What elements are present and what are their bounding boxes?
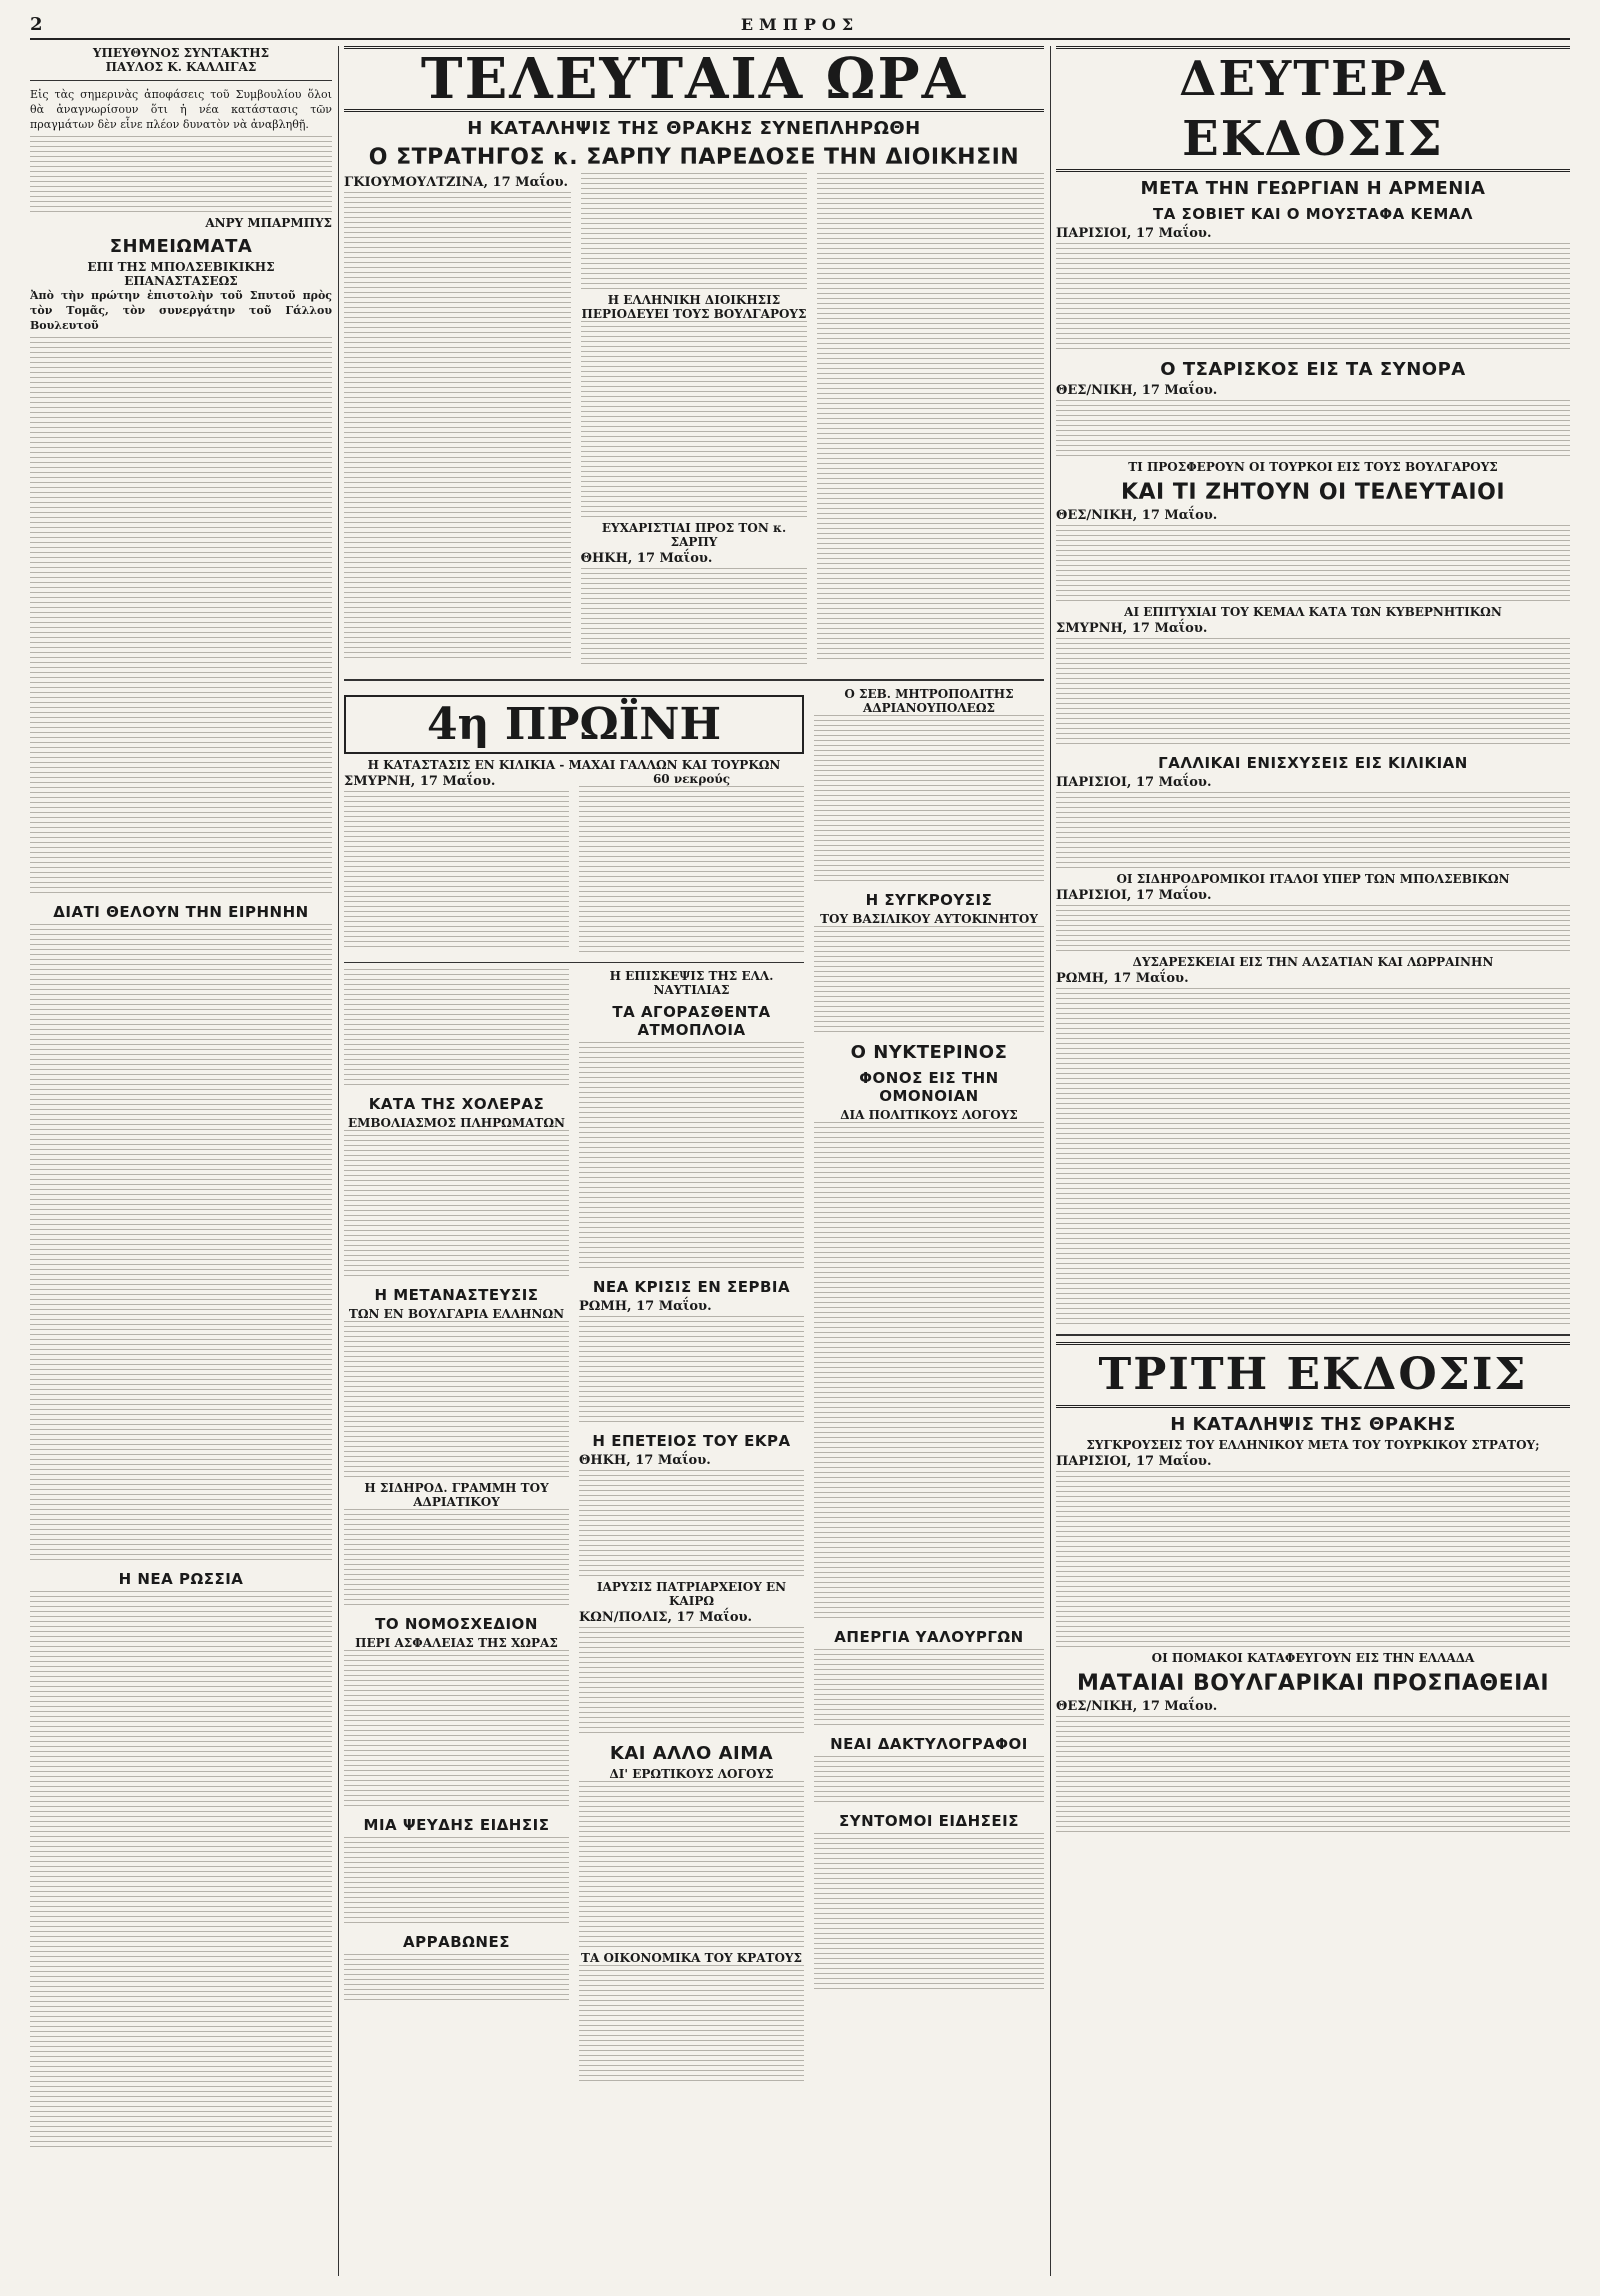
figure: 60 νεκρούς (652, 772, 731, 786)
section-title: Ο ΝΥΚΤΕΡΙΝΟΣ (850, 1042, 1008, 1063)
column-left (30, 46, 332, 2276)
section-title: ΦΟΝΟΣ ΕΙΣ ΤΗΝ ΟΜΟΝΟΙΑΝ (859, 1069, 999, 1105)
section-title: Η ΕΠΕΤΕΙΟΣ ΤΟΥ ΕΚΡΑ (592, 1432, 791, 1450)
section-lead: Ἀπὸ τὴν πρώτην ἐπιστολὴν τοῦ Σπυτοῦ πρὸς τὸν Τομᾶς, τὸν συνεργάτην τοῦ Γάλλου Βουλευτοῦ (30, 289, 332, 332)
dateline: ΠΑΡΙΣΙΟΙ, 17 Μαΐου. (1056, 775, 1212, 790)
section-subtitle: ΤΑ ΑΓΟΡΑΣΘΕΝΤΑ ΑΤΜΟΠΛΟΙΑ (612, 1003, 771, 1039)
section-title: ΚΑΙ ΤΙ ΖΗΤΟΥΝ ΟΙ ΤΕΛΕΥΤΑΙΟΙ (1120, 480, 1506, 505)
banner-proini: 4η ΠΡΩΪΝΗ (344, 695, 804, 754)
section-subtitle: ΤΩΝ ΕΝ ΒΟΥΛΓΑΡΙΑ ΕΛΛΗΝΩΝ (348, 1307, 565, 1321)
section-title: Η ΜΕΤΑΝΑΣΤΕΥΣΙΣ (374, 1286, 539, 1304)
headline: ΣΥΓΚΡΟΥΣΕΙΣ ΤΟΥ ΕΛΛΗΝΙΚΟΥ ΜΕΤΑ ΤΟΥ ΤΟΥΡΚΙΚΟΥ ΣΤΡΑΤΟΥ; (1086, 1438, 1540, 1452)
section-title: Η ΕΠΙΣΚΕΨΙΣ ΤΗΣ ΕΛΛ. ΝΑΥΤΙΛΙΑΣ (609, 969, 774, 997)
dateline: ΣΜΥΡΝΗ, 17 Μαΐου. (344, 774, 496, 789)
dateline: ΚΩΝ/ΠΟΛΙΣ, 17 Μαΐου. (579, 1610, 753, 1625)
masthead: ΕΜΠΡΟΣ (740, 14, 860, 34)
dateline: ΠΑΡΙΣΙΟΙ, 17 Μαΐου. (1056, 226, 1212, 241)
column-rule (1050, 46, 1051, 2276)
dateline: ΘΗΚΗ, 17 Μαΐου. (580, 551, 713, 566)
section-subtitle: ΕΜΒΟΛΙΑΣΜΟΣ ΠΛΗΡΩΜΑΤΩΝ (347, 1116, 565, 1130)
section-title: Η ΣΥΓΚΡΟΥΣΙΣ (865, 891, 993, 909)
dateline: ΡΩΜΗ, 17 Μαΐου. (1056, 971, 1189, 986)
section-title: ΣΗΜΕΙΩΜΑΤΑ (109, 236, 253, 257)
banner-deutera: ΔΕΥΤΕΡΑ ΕΚΔΟΣΙΣ (1056, 46, 1570, 172)
section-title: ΔΥΣΑΡΕΣΚΕΙΑΙ ΕΙΣ ΤΗΝ ΑΛΣΑΤΙΑΝ ΚΑΙ ΛΩΡΡΑΙΝΗΝ (1132, 955, 1494, 969)
dateline: ΘΕΣ/ΝΙΚΗ, 17 Μαΐου. (1056, 508, 1218, 523)
dateline: ΠΑΡΙΣΙΟΙ, 17 Μαΐου. (1056, 1454, 1212, 1469)
column-middle (344, 46, 1044, 2276)
section-title: Η ΣΙΔΗΡΟΔ. ΓΡΑΜΜΗ ΤΟΥ ΑΔΡΙΑΤΙΚΟΥ (364, 1481, 549, 1509)
section-title: ΚΑΙ ΑΛΛΟ ΑΙΜΑ (609, 1743, 774, 1764)
dateline: ΠΑΡΙΣΙΟΙ, 17 Μαΐου. (1056, 888, 1212, 903)
banner-teleutaia: ΤΕΛΕΥΤΑΙΑ ΩΡΑ (344, 46, 1044, 112)
section-subtitle: ΕΠΙ ΤΗΣ ΜΠΟΛΣΕΒΙΚΙΚΗΣ ΕΠΑΝΑΣΤΑΣΕΩΣ (87, 260, 275, 288)
page-header (30, 10, 1570, 40)
section-title: ΙΑΡΥΣΙΣ ΠΑΤΡΙΑΡΧΕΙΟΥ ΕΝ ΚΑΙΡΩ (596, 1580, 787, 1608)
section-title: ΣΥΝΤΟΜΟΙ ΕΙΔΗΣΕΙΣ (839, 1812, 1019, 1830)
column-rule (338, 46, 339, 2276)
section-title: ΤΙ ΠΡΟΣΦΕΡΟΥΝ ΟΙ ΤΟΥΡΚΟΙ ΕΙΣ ΤΟΥΣ ΒΟΥΛΓΑΡΟΥΣ (1128, 460, 1498, 474)
dateline: ΘΕΣ/ΝΙΚΗ, 17 Μαΐου. (1056, 1699, 1218, 1714)
headline: Η ΚΑΤΑΣΤΑΣΙΣ ΕΝ ΚΙΛΙΚΙΑ - ΜΑΧΑΙ ΓΑΛΛΩΝ ΚΑΙ ΤΟΥΡΚΩΝ (367, 758, 781, 772)
subhead: ΕΥΧΑΡΙΣΤΙΑΙ ΠΡΟΣ ΤΟΝ κ. ΣΑΡΠΥ (601, 521, 787, 549)
subhead: ΜΕΤΑ ΤΗΝ ΓΕΩΡΓΙΑΝ Η ΑΡΜΕΝΙΑ (1140, 178, 1486, 199)
section-title: ΝΕΑΙ ΔΑΚΤΥΛΟΓΡΑΦΟΙ (830, 1735, 1028, 1753)
section-title: ΓΑΛΛΙΚΑΙ ΕΝΙΣΧΥΣΕΙΣ ΕΙΣ ΚΙΛΙΚΙΑΝ (1158, 754, 1468, 772)
section-title: ΜΙΑ ΨΕΥΔΗΣ ΕΙΔΗΣΙΣ (363, 1816, 550, 1834)
subhead: Η ΕΛΛΗΝΙΚΗ ΔΙΟΙΚΗΣΙΣ ΠΕΡΙΟΔΕΥΕΙ ΤΟΥΣ ΒΟΥΛΓΑΡΟΥΣ (581, 293, 807, 321)
section-title: ΝΕΑ ΚΡΙΣΙΣ ΕΝ ΣΕΡΒΙΑ (592, 1278, 791, 1296)
dateline: ΘΕΣ/ΝΙΚΗ, 17 Μαΐου. (1056, 383, 1218, 398)
section-title: ΑΡΡΑΒΩΝΕΣ (403, 1933, 510, 1951)
section-title: ΔΙΑΤΙ ΘΕΛΟΥΝ ΤΗΝ ΕΙΡΗΝΗΝ (53, 903, 309, 921)
intro-text: Εἰς τὰς σημερινὰς ἀποφάσεις τοῦ Συμβουλίου ὅλοι θὰ ἀναγνωρίσουν ὅτι ἡ νέα κατάστασις τῶν πραγμάτων δὲν εἶνε πλέον δυνατὸν νὰ ἀναβληθῇ. (30, 88, 332, 131)
section-title: ΑΙ ΕΠΙΤΥΧΙΑΙ ΤΟΥ ΚΕΜΑΛ ΚΑΤΑ ΤΩΝ ΚΥΒΕΡΝΗΤΙΚΩΝ (1124, 605, 1502, 619)
dateline: ΡΩΜΗ, 17 Μαΐου. (579, 1299, 712, 1314)
section-subtitle: ΠΕΡΙ ΑΣΦΑΛΕΙΑΣ ΤΗΣ ΧΩΡΑΣ (355, 1636, 558, 1650)
section-title: ΟΙ ΣΙΔΗΡΟΔΡΟΜΙΚΟΙ ΙΤΑΛΟΙ ΥΠΕΡ ΤΩΝ ΜΠΟΛΣΕΒΙΚΩΝ (1116, 872, 1510, 886)
subhead: Η ΚΑΤΑΛΗΨΙΣ ΤΗΣ ΘΡΑΚΗΣ (1170, 1414, 1456, 1435)
dateline: ΓΚΙΟΥΜΟΥΛΤΖΙΝΑ, 17 Μαΐου. (344, 175, 569, 190)
section-subtitle: ΔΙΑ ΠΟΛΙΤΙΚΟΥΣ ΛΟΓΟΥΣ (840, 1108, 1018, 1122)
section-title: ΟΙ ΠΟΜΑΚΟΙ ΚΑΤΑΦΕΥΓΟΥΝ ΕΙΣ ΤΗΝ ΕΛΛΑΔΑ (1151, 1651, 1475, 1665)
section-title: ΤΑ ΟΙΚΟΝΟΜΙΚΑ ΤΟΥ ΚΡΑΤΟΥΣ (581, 1951, 802, 1965)
headline: Ο ΣΤΡΑΤΗΓΟΣ κ. ΣΑΡΠΥ ΠΑΡΕΔΟΣΕ ΤΗΝ ΔΙΟΙΚΗΣΙΝ (368, 145, 1020, 170)
section-title: ΜΑΤΑΙΑΙ ΒΟΥΛΓΑΡΙΚΑΙ ΠΡΟΣΠΑΘΕΙΑΙ (1076, 1671, 1550, 1696)
dateline: ΣΜΥΡΝΗ, 17 Μαΐου. (1056, 621, 1208, 636)
section-subtitle: ΔΙ' ΕΡΩΤΙΚΟΥΣ ΛΟΓΟΥΣ (609, 1767, 774, 1781)
column-right (1056, 46, 1570, 2276)
headline: ΤΑ ΣΟΒΙΕΤ ΚΑΙ Ο ΜΟΥΣΤΑΦΑ ΚΕΜΑΛ (1152, 205, 1473, 223)
section-title: Η ΝΕΑ ΡΩΣΣΙΑ (118, 1570, 244, 1588)
section-title: Ο ΣΕΒ. ΜΗΤΡΟΠΟΛΙΤΗΣ ΑΔΡΙΑΝΟΥΠΟΛΕΩΣ (844, 687, 1014, 715)
section-title: ΚΑΤΑ ΤΗΣ ΧΟΛΕΡΑΣ (368, 1095, 545, 1113)
banner-trite: ΤΡΙΤΗ ΕΚΔΟΣΙΣ (1056, 1342, 1570, 1408)
subhead: Η ΚΑΤΑΛΗΨΙΣ ΤΗΣ ΘΡΑΚΗΣ ΣΥΝΕΠΛΗΡΩΘΗ (467, 118, 921, 139)
dateline: ΘΗΚΗ, 17 Μαΐου. (579, 1453, 711, 1468)
section-title: ΤΟ ΝΟΜΟΣΧΕΔΙΟΝ (375, 1615, 538, 1633)
editor-label: ΥΠΕΥΘΥΝΟΣ ΣΥΝΤΑΚΤΗΣ (92, 46, 270, 60)
editor-name: ΠΑΥΛΟΣ Κ. ΚΑΛΛΙΓΑΣ (105, 60, 257, 74)
section-title: Ο ΤΣΑΡΙΣΚΟΣ ΕΙΣ ΤΑ ΣΥΝΟΡΑ (1160, 359, 1466, 380)
section-title: ΑΠΕΡΓΙΑ ΥΑΛΟΥΡΓΩΝ (834, 1628, 1024, 1646)
page-number: 2 (30, 13, 43, 35)
section-subtitle: ΤΟΥ ΒΑΣΙΛΙΚΟΥ ΑΥΤΟΚΙΝΗΤΟΥ (820, 912, 1038, 926)
signature: ΑΝΡΥ ΜΠΑΡΜΠΥΣ (205, 216, 332, 230)
